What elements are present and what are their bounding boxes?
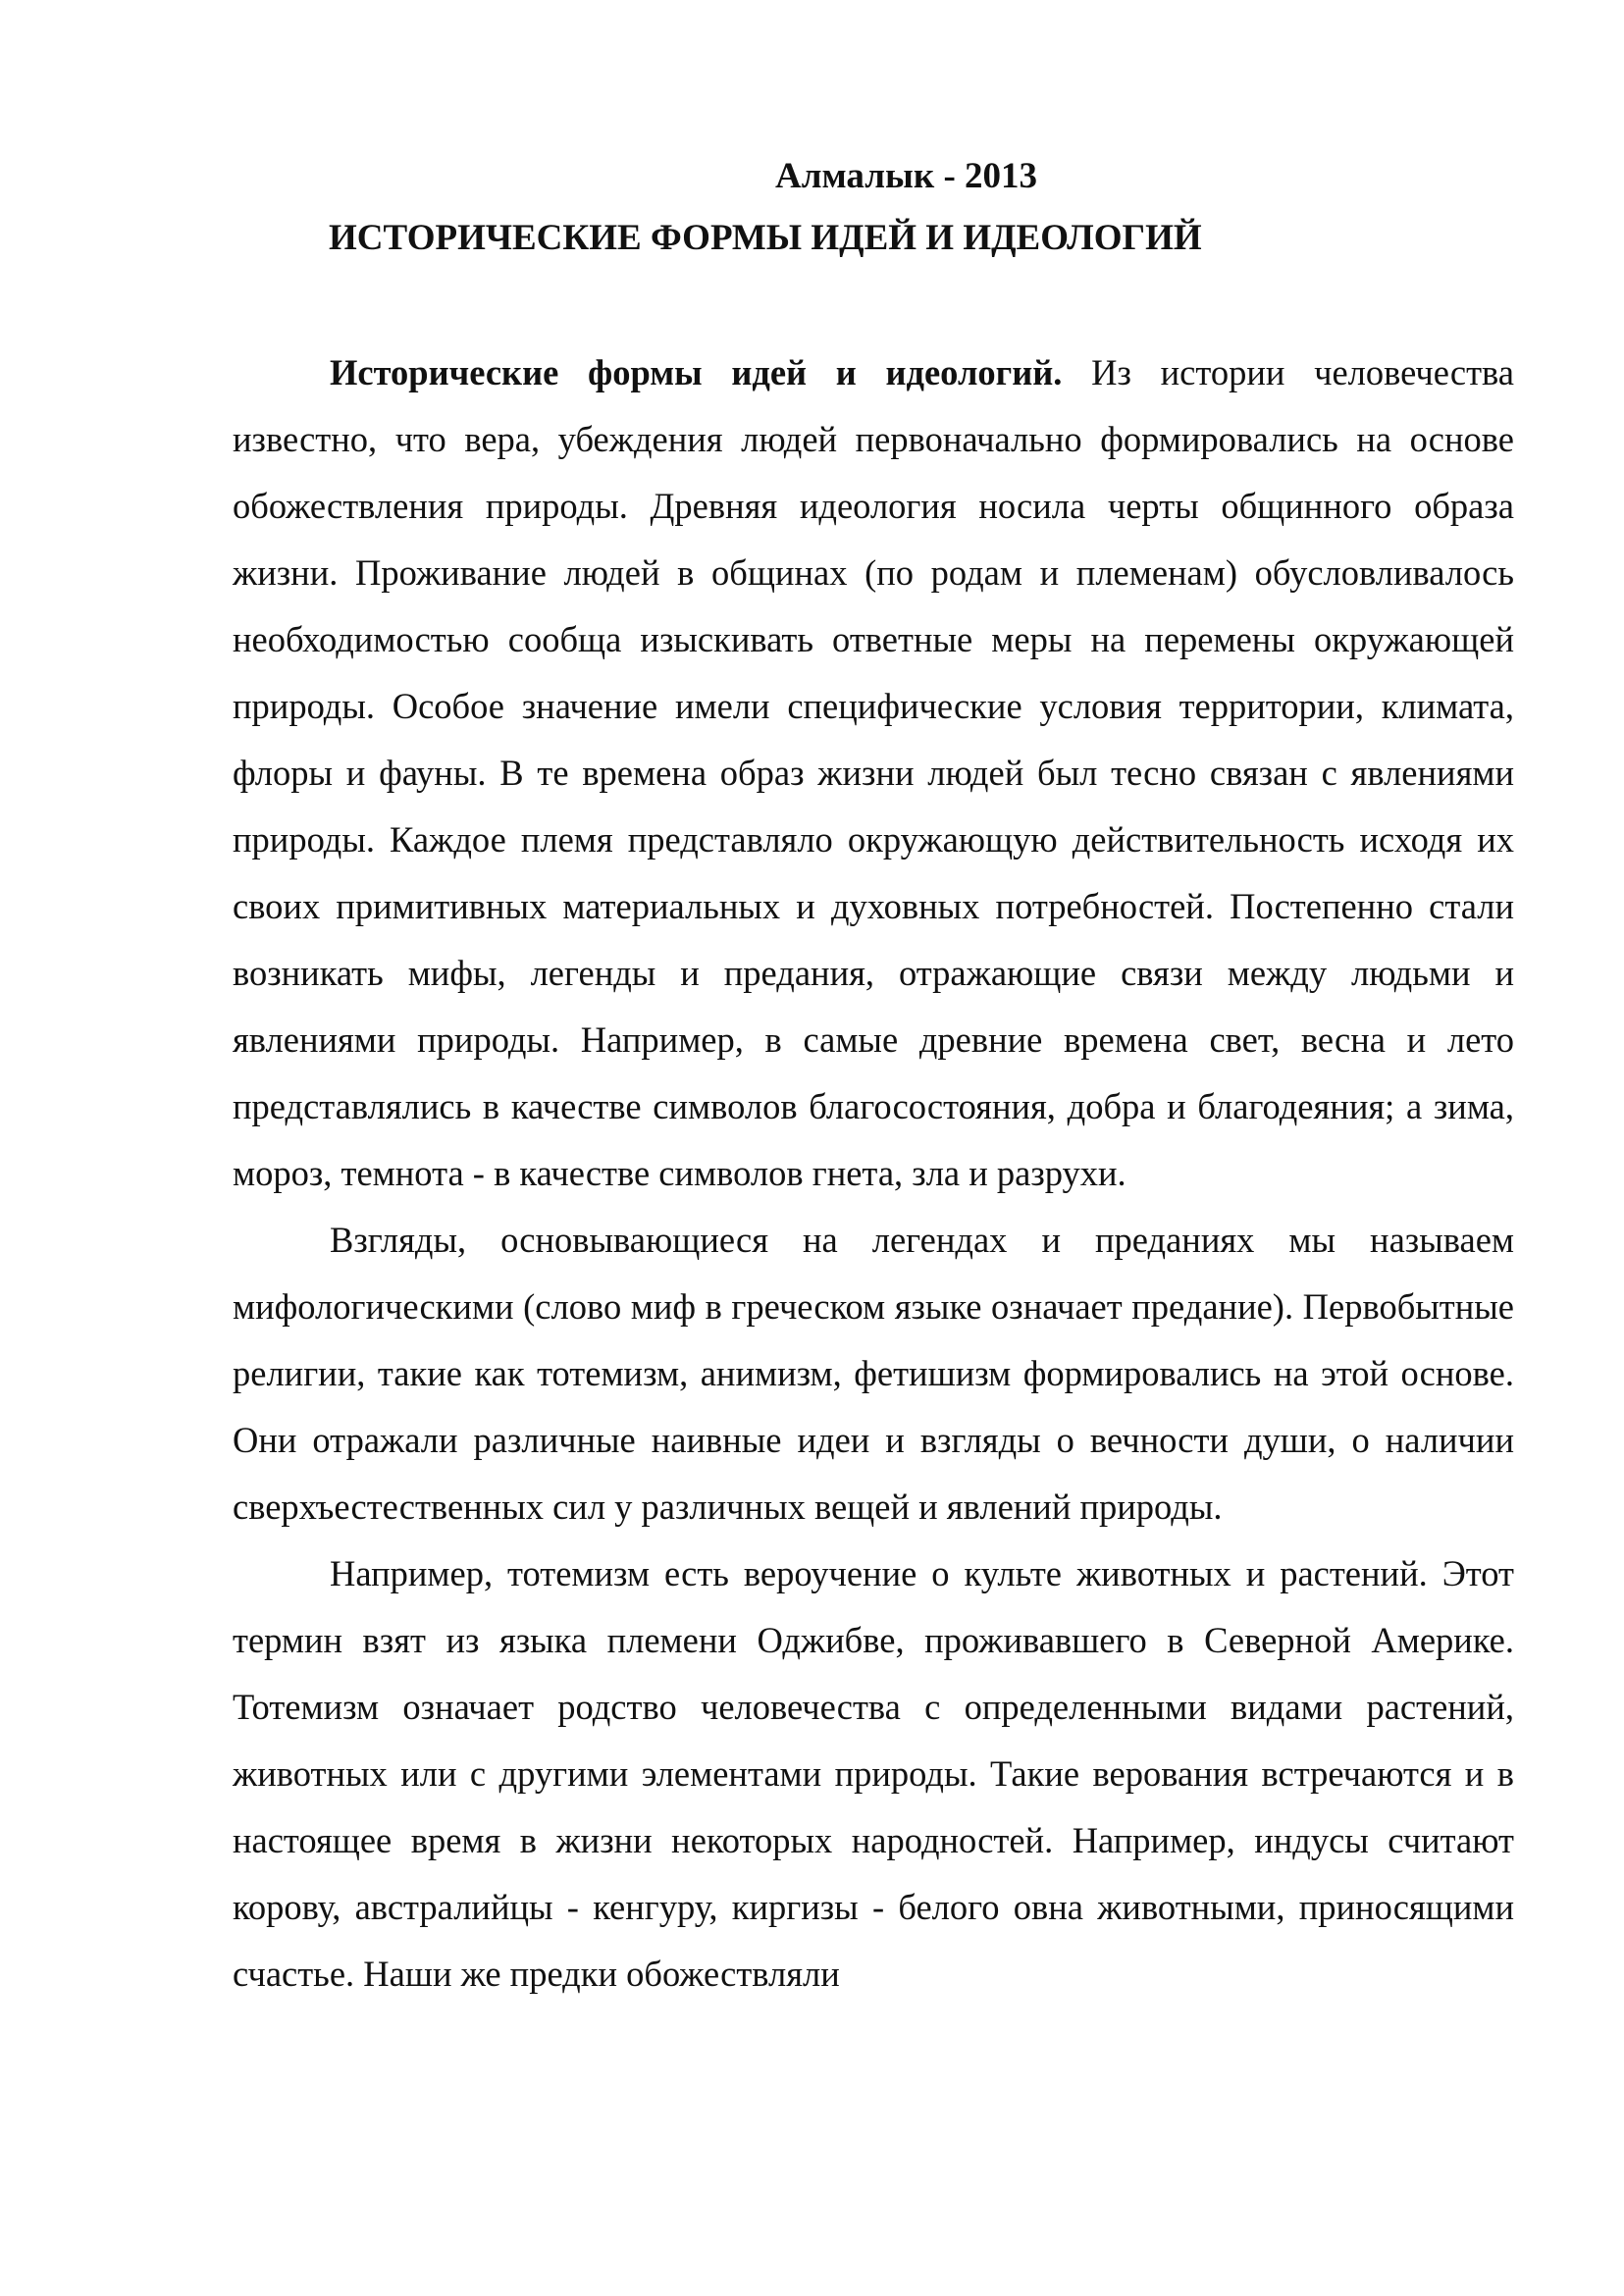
paragraph-3 [233,1540,1514,2008]
paragraph-3-text-before: Например, тотемизм есть вероучение о культе животных и растений. Этот термин взят из языка племени Оджибве [233,1553,1514,1660]
paragraph-3-underlined-comma: , [895,1620,905,1660]
paragraph-1 [233,339,1514,1207]
document-body [233,339,1514,2008]
paragraph-2 [233,1207,1514,1540]
document-header: Алмалык - 2013 [775,156,1038,196]
paragraph-3-text-after: проживавшего в Северной Америке. Тотемизм означает родство человечества с определенными видами растений, животных или с другими элементами природы. Такие верования встречаются и в настоящее время в жизни некоторых народностей. Например, индусы считают корову, австралийцы - кенгуру, киргизы - белого овна животными, приносящими счастье. Наши же предки обожествляли [233,1620,1514,1994]
paragraph-1-lead: Исторические формы идей и идеологий. [330,352,1063,392]
paragraph-1-text: Из истории человечества известно, что вера, убеждения людей первоначально формировались на основе обожествления природы. Древняя идеология носила черты общинного образа жизни. Проживание людей в общинах (по родам и племенам) обусловливалось необходимостью сообща изыскивать ответные меры на перемены окружающей природы. Особое значение имели специфические условия территории, климата, флоры и фауны. В те времена образ жизни людей был тесно связан с явлениями природы. Каждое племя представляло окружающую действительность исходя их своих примитивных материальных и духовных потребностей. Постепенно стали возникать мифы, легенды и предания, отражающие связи между людьми и явлениями природы. Например, в самые древние времена свет, весна и лето представлялись в качестве символов благосостояния, добра и благодеяния; а зима, мороз, темнота - в качестве символов гнета, зла и разрухи. [233,352,1514,1193]
document-title: ИСТОРИЧЕСКИЕ ФОРМЫ ИДЕЙ И ИДЕОЛОГИЙ [329,218,1202,258]
paragraph-2-text: Взгляды, основывающиеся на легендах и преданиях мы называем мифологическими (слово миф в греческом языке означает предание). Первобытные религии, такие как тотемизм, анимизм, фетишизм формировались на этой основе. Они отражали различные наивные идеи и взгляды о вечности души, о наличии сверхъестественных сил у различных вещей и явлений природы. [233,1220,1514,1527]
